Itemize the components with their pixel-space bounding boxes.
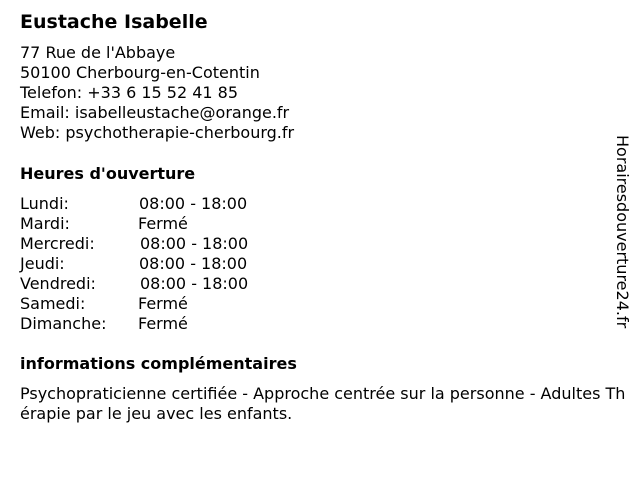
day-label: Lundi: <box>20 194 69 213</box>
day-label: Mercredi: <box>20 234 95 253</box>
day-hours: 08:00 - 18:00 <box>139 194 248 213</box>
day-hours: 08:00 - 18:00 <box>139 254 248 273</box>
hours-row-wednesday <box>20 234 320 254</box>
address-city: 50100 Cherbourg-en-Cotentin <box>20 63 260 82</box>
day-hours: Fermé <box>138 214 188 233</box>
day-hours: 08:00 - 18:00 <box>140 274 249 293</box>
day-label: Samedi: <box>20 294 86 313</box>
day-hours: Fermé <box>138 294 188 313</box>
address-street: 77 Rue de l'Abbaye <box>20 43 176 62</box>
hours-row-saturday <box>20 294 320 314</box>
day-label: Dimanche: <box>20 314 107 333</box>
hours-row-monday <box>20 194 320 214</box>
email-text: Email: isabelleustache@orange.fr <box>20 103 290 122</box>
business-name: Eustache Isabelle <box>20 11 208 33</box>
hours-row-thursday <box>20 254 320 274</box>
day-label: Jeudi: <box>20 254 65 273</box>
day-label: Vendredi: <box>20 274 96 293</box>
opening-hours-list <box>20 194 320 334</box>
day-label: Mardi: <box>20 214 70 233</box>
additional-info-heading: informations complémentaires <box>20 354 297 373</box>
website-text: Web: psychotherapie-cherbourg.fr <box>20 123 295 142</box>
phone-text: Telefon: +33 6 15 52 41 85 <box>20 83 239 102</box>
day-hours: 08:00 - 18:00 <box>140 234 249 253</box>
hours-row-friday <box>20 274 320 294</box>
site-watermark: Horairesdouverture24.fr <box>613 135 632 329</box>
opening-hours-heading: Heures d'ouverture <box>20 164 196 183</box>
additional-info-text: Psychopraticienne certifiée - Approche centrée sur la personne - Adultes Thérapie par le jeu avec les enfants. <box>20 384 626 423</box>
contact-block <box>20 43 294 143</box>
day-hours: Fermé <box>138 314 188 333</box>
hours-row-tuesday <box>20 214 320 234</box>
hours-row-sunday <box>20 314 320 334</box>
